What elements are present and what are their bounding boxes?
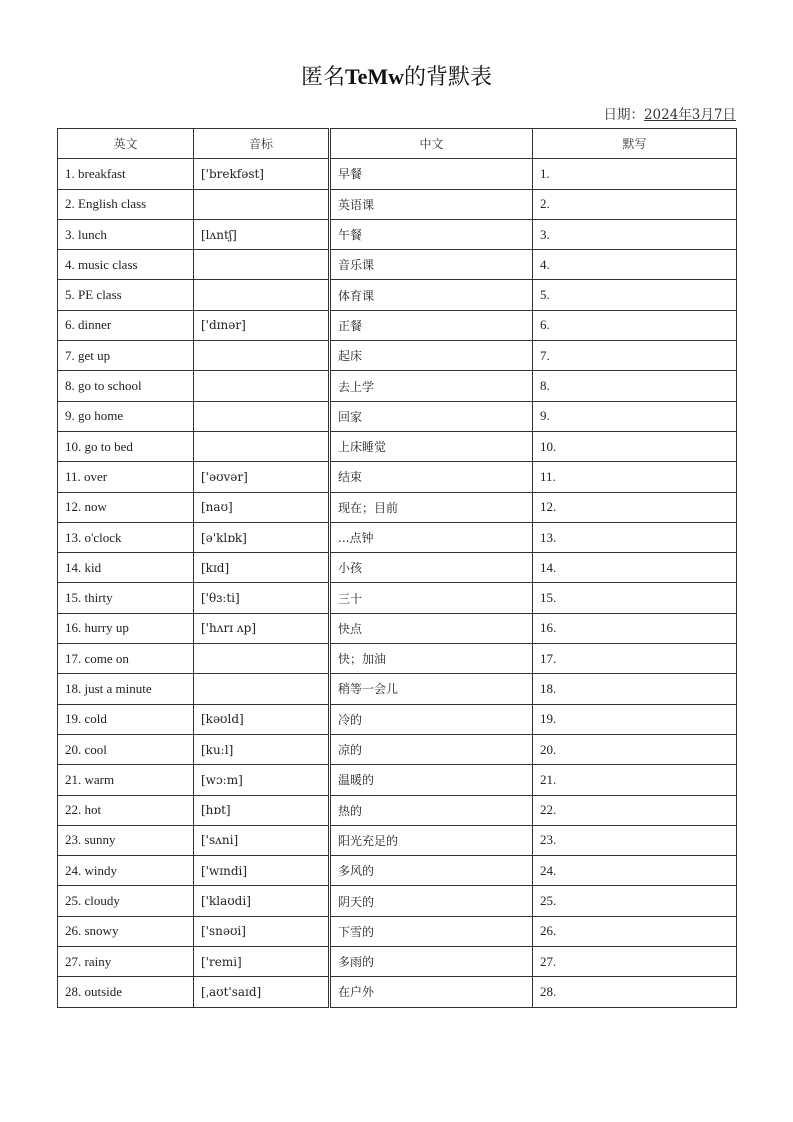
english-cell: 17. come on [58,644,194,674]
header-dictation: 默写 [533,129,737,159]
table-row [58,250,737,280]
chinese-cell: 阳光充足的 [330,825,533,855]
phonetic-cell: [hɒt] [194,795,330,825]
chinese-cell: 上床睡觉 [330,431,533,461]
chinese-cell: 起床 [330,341,533,371]
dictation-cell: 22. [533,795,737,825]
chinese-cell: ...点钟 [330,522,533,552]
dictation-cell: 1. [533,159,737,189]
chinese-cell: 快；加油 [330,644,533,674]
chinese-cell: 去上学 [330,371,533,401]
dictation-cell: 24. [533,856,737,886]
phonetic-cell: [ə'klɒk] [194,522,330,552]
table-header-row [58,129,737,159]
phonetic-cell: ['snəʊi] [194,916,330,946]
dictation-cell: 8. [533,371,737,401]
english-cell: 16. hurry up [58,613,194,643]
dictation-cell: 15. [533,583,737,613]
date-label: 日期： [603,107,644,123]
phonetic-cell [194,431,330,461]
english-cell: 22. hot [58,795,194,825]
chinese-cell: 早餐 [330,159,533,189]
chinese-cell: 小孩 [330,553,533,583]
english-cell: 11. over [58,462,194,492]
english-cell: 15. thirty [58,583,194,613]
dictation-cell: 7. [533,341,737,371]
english-cell: 23. sunny [58,825,194,855]
english-cell: 13. o'clock [58,522,194,552]
dictation-cell: 18. [533,674,737,704]
english-cell: 6. dinner [58,310,194,340]
chinese-cell: 三十 [330,583,533,613]
vocabulary-table [57,128,737,1008]
table-row [58,371,737,401]
phonetic-cell [194,280,330,310]
dictation-cell: 14. [533,553,737,583]
dictation-cell: 4. [533,250,737,280]
english-cell: 24. windy [58,856,194,886]
table-row [58,856,737,886]
phonetic-cell: ['wɪndi] [194,856,330,886]
date-line [603,106,736,124]
dictation-cell: 13. [533,522,737,552]
table-row [58,492,737,522]
dictation-cell: 28. [533,977,737,1007]
chinese-cell: 热的 [330,795,533,825]
dictation-cell: 26. [533,916,737,946]
chinese-cell: 午餐 [330,219,533,249]
english-cell: 27. rainy [58,947,194,977]
english-cell: 2. English class [58,189,194,219]
table-row [58,341,737,371]
chinese-cell: 现在；目前 [330,492,533,522]
table-row [58,280,737,310]
table-row [58,553,737,583]
english-cell: 14. kid [58,553,194,583]
table-row [58,462,737,492]
dictation-cell: 16. [533,613,737,643]
dictation-cell: 6. [533,310,737,340]
dictation-cell: 11. [533,462,737,492]
chinese-cell: 结束 [330,462,533,492]
dictation-cell: 21. [533,765,737,795]
table-row [58,765,737,795]
english-cell: 3. lunch [58,219,194,249]
english-cell: 26. snowy [58,916,194,946]
title-prefix: 匿名 [300,65,345,90]
title-suffix: 的背默表 [404,65,493,90]
table-row [58,159,737,189]
phonetic-cell: [ˌaʊt'saɪd] [194,977,330,1007]
chinese-cell: 下雪的 [330,916,533,946]
header-chinese: 中文 [330,129,533,159]
table-row [58,674,737,704]
english-cell: 28. outside [58,977,194,1007]
phonetic-cell: ['klaʊdi] [194,886,330,916]
phonetic-cell: ['hʌrɪ ʌp] [194,613,330,643]
dictation-cell: 2. [533,189,737,219]
chinese-cell: 英语课 [330,189,533,219]
english-cell: 9. go home [58,401,194,431]
phonetic-cell [194,250,330,280]
table-row [58,734,737,764]
table-row [58,431,737,461]
table-row [58,886,737,916]
table-row [58,704,737,734]
dictation-cell: 12. [533,492,737,522]
dictation-cell: 3. [533,219,737,249]
phonetic-cell: [kuːl] [194,734,330,764]
phonetic-cell [194,674,330,704]
phonetic-cell: [lʌntʃ] [194,219,330,249]
chinese-cell: 正餐 [330,310,533,340]
english-cell: 10. go to bed [58,431,194,461]
table-row [58,644,737,674]
dictation-cell: 5. [533,280,737,310]
phonetic-cell [194,401,330,431]
chinese-cell: 体育课 [330,280,533,310]
dictation-cell: 10. [533,431,737,461]
english-cell: 4. music class [58,250,194,280]
phonetic-cell: ['θɜːti] [194,583,330,613]
phonetic-cell: ['əʊvər] [194,462,330,492]
english-cell: 5. PE class [58,280,194,310]
chinese-cell: 阴天的 [330,886,533,916]
english-cell: 8. go to school [58,371,194,401]
table-body [58,159,737,1007]
table-row [58,219,737,249]
english-cell: 25. cloudy [58,886,194,916]
table-row [58,583,737,613]
phonetic-cell: ['remi] [194,947,330,977]
chinese-cell: 快点 [330,613,533,643]
phonetic-cell: ['dɪnər] [194,310,330,340]
chinese-cell: 温暖的 [330,765,533,795]
dictation-cell: 19. [533,704,737,734]
english-cell: 1. breakfast [58,159,194,189]
title-bold: TeMw [344,64,405,89]
chinese-cell: 凉的 [330,734,533,764]
table-row [58,977,737,1007]
phonetic-cell [194,341,330,371]
dictation-cell: 9. [533,401,737,431]
phonetic-cell: [kəʊld] [194,704,330,734]
chinese-cell: 回家 [330,401,533,431]
english-cell: 20. cool [58,734,194,764]
table-row [58,916,737,946]
phonetic-cell: ['sʌni] [194,825,330,855]
phonetic-cell [194,189,330,219]
phonetic-cell [194,644,330,674]
dictation-cell: 23. [533,825,737,855]
table-row [58,825,737,855]
table-row [58,189,737,219]
page-title [0,62,793,93]
table-row [58,613,737,643]
header-english: 英文 [58,129,194,159]
header-phonetic: 音标 [194,129,330,159]
chinese-cell: 多风的 [330,856,533,886]
table-row [58,522,737,552]
phonetic-cell: ['brekfəst] [194,159,330,189]
table-row [58,947,737,977]
dictation-cell: 25. [533,886,737,916]
dictation-cell: 27. [533,947,737,977]
phonetic-cell: [naʊ] [194,492,330,522]
english-cell: 12. now [58,492,194,522]
dictation-cell: 20. [533,734,737,764]
chinese-cell: 音乐课 [330,250,533,280]
phonetic-cell: [kɪd] [194,553,330,583]
chinese-cell: 稍等一会儿 [330,674,533,704]
english-cell: 21. warm [58,765,194,795]
phonetic-cell [194,371,330,401]
table-row [58,401,737,431]
dictation-cell: 17. [533,644,737,674]
date-value: 2024年3月7日 [643,107,736,123]
chinese-cell: 冷的 [330,704,533,734]
chinese-cell: 在户外 [330,977,533,1007]
phonetic-cell: [wɔːm] [194,765,330,795]
english-cell: 18. just a minute [58,674,194,704]
table-row [58,795,737,825]
chinese-cell: 多雨的 [330,947,533,977]
table-row [58,310,737,340]
english-cell: 19. cold [58,704,194,734]
english-cell: 7. get up [58,341,194,371]
